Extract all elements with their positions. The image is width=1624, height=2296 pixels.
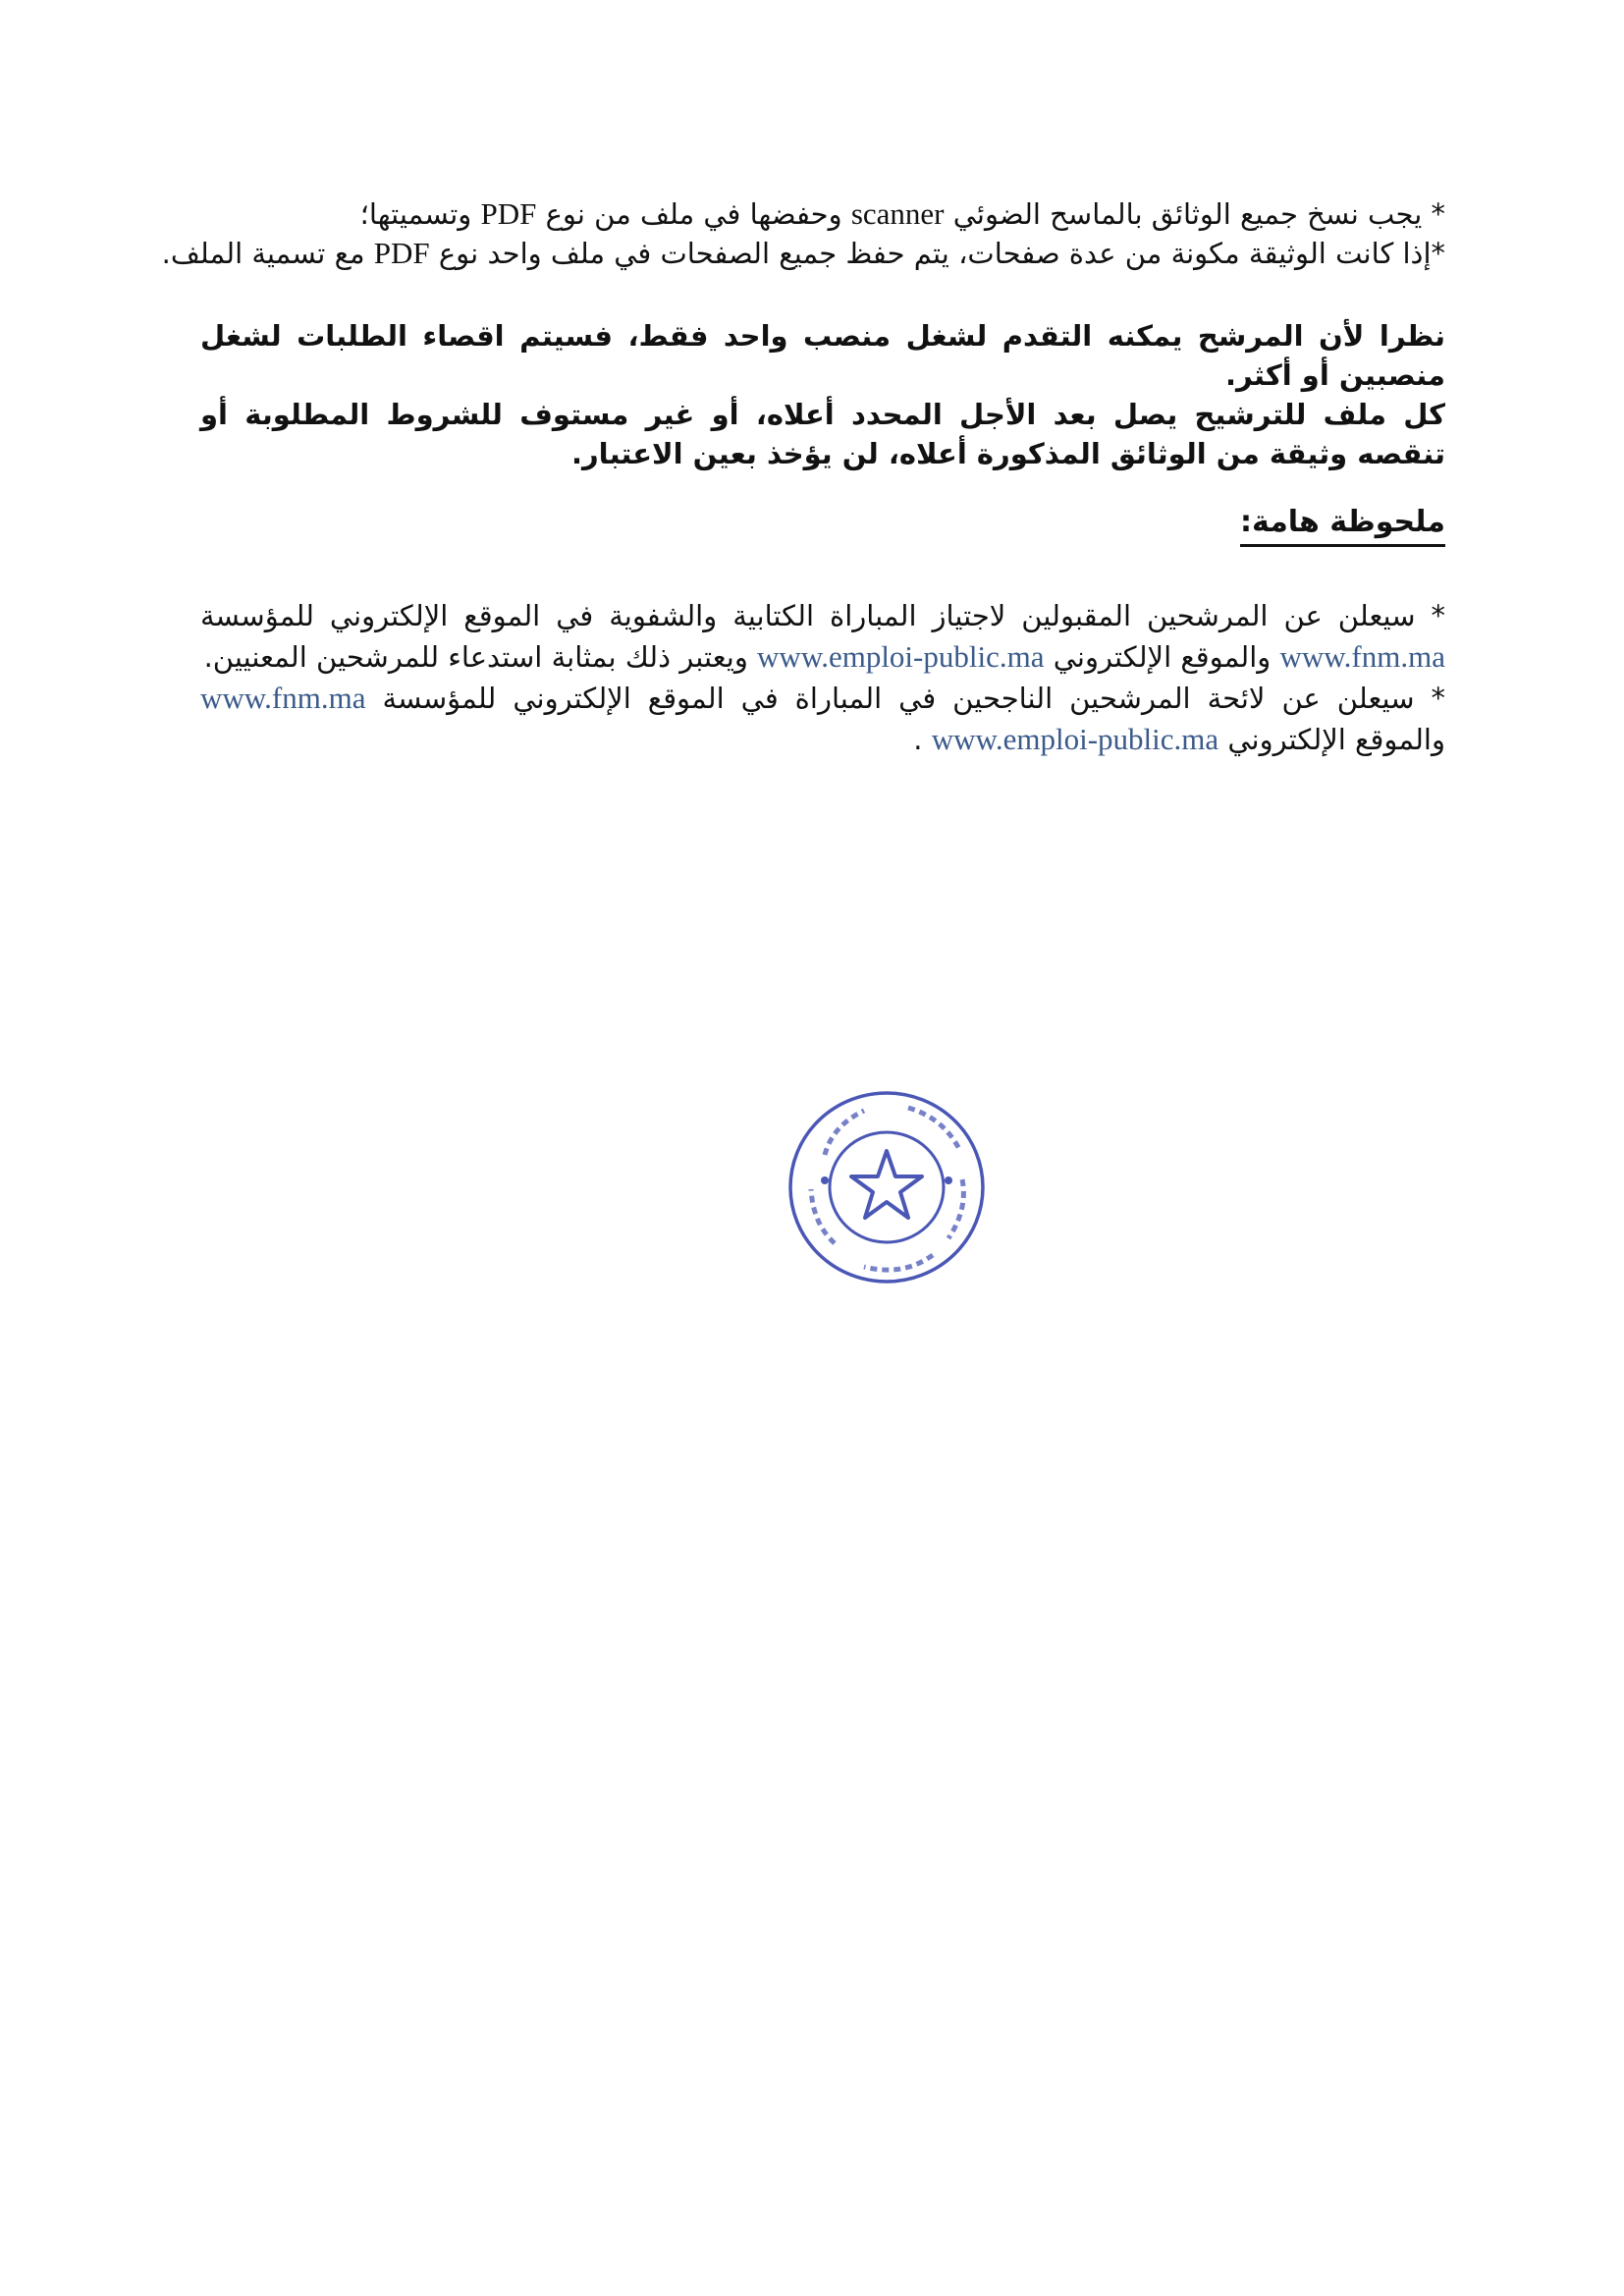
single-position-warning: نظرا لأن المرشح يمكنه التقدم لشغل منصب واحد فقط، فسيتم اقصاء الطلبات لشغل منصبين أو أكثر. <box>200 319 1445 392</box>
star-seal-icon <box>785 1086 988 1288</box>
pdf-term: PDF <box>480 196 537 231</box>
instruction-scan <box>200 194 1445 234</box>
document-body <box>161 194 1446 760</box>
note-item-successful-text: * سيعلن عن لائحة المرشحين الناجحين في المباراة في الموقع الإلكتروني للمؤسسة <box>382 682 1446 715</box>
fnm-link[interactable]: www.fnm.ma <box>200 681 366 715</box>
note-heading-row <box>200 503 1445 547</box>
note-item-accepted <box>200 596 1445 678</box>
pdf-term: PDF <box>373 236 430 270</box>
late-application-warning: كل ملف للترشيح يصل بعد الأجل المحدد أعلاه، أو غير مستوف للشروط المطلوبة أو تنقصه وثيقة من الوثائق المذكورة أعلاه، لن يؤخذ بعين الاعتبار. <box>200 398 1445 470</box>
instruction-multipage-text: *إذا كانت الوثيقة مكونة من عدة صفحات، يتم حفظ جميع الصفحات في ملف واحد نوع <box>438 237 1445 270</box>
scanner-term: scanner <box>850 196 945 231</box>
note-item-accepted-middle: والموقع الإلكتروني <box>1053 640 1272 674</box>
official-seal <box>785 1086 988 1288</box>
emploi-public-link[interactable]: www.emploi-public.ma <box>757 639 1045 674</box>
note-item-successful-middle: والموقع الإلكتروني <box>1227 723 1445 756</box>
note-item-accepted-text: * سيعلن عن المرشحين المقبولين لاجتياز المباراة الكتابية والشفوية في الموقع الإلكتروني للمؤسسة <box>200 599 1445 632</box>
instruction-scan-end: وتسميتها؛ <box>359 197 472 231</box>
instruction-multipage <box>161 234 1445 273</box>
note-item-successful <box>200 678 1445 760</box>
emploi-public-link[interactable]: www.emploi-public.ma <box>931 722 1219 756</box>
instruction-scan-middle: وحفضها في ملف من نوع <box>545 197 842 231</box>
note-item-successful-end: . <box>913 723 923 756</box>
instruction-multipage-end: مع تسمية الملف. <box>161 237 365 270</box>
instruction-scan-text: * يجب نسخ جميع الوثائق بالماسح الضوئي <box>952 197 1445 231</box>
note-item-accepted-end: ويعتبر ذلك بمثابة استدعاء للمرشحين المعنيين. <box>203 640 748 674</box>
note-heading: ملحوظة هامة: <box>1240 503 1445 547</box>
fnm-link[interactable]: www.fnm.ma <box>1279 639 1445 674</box>
